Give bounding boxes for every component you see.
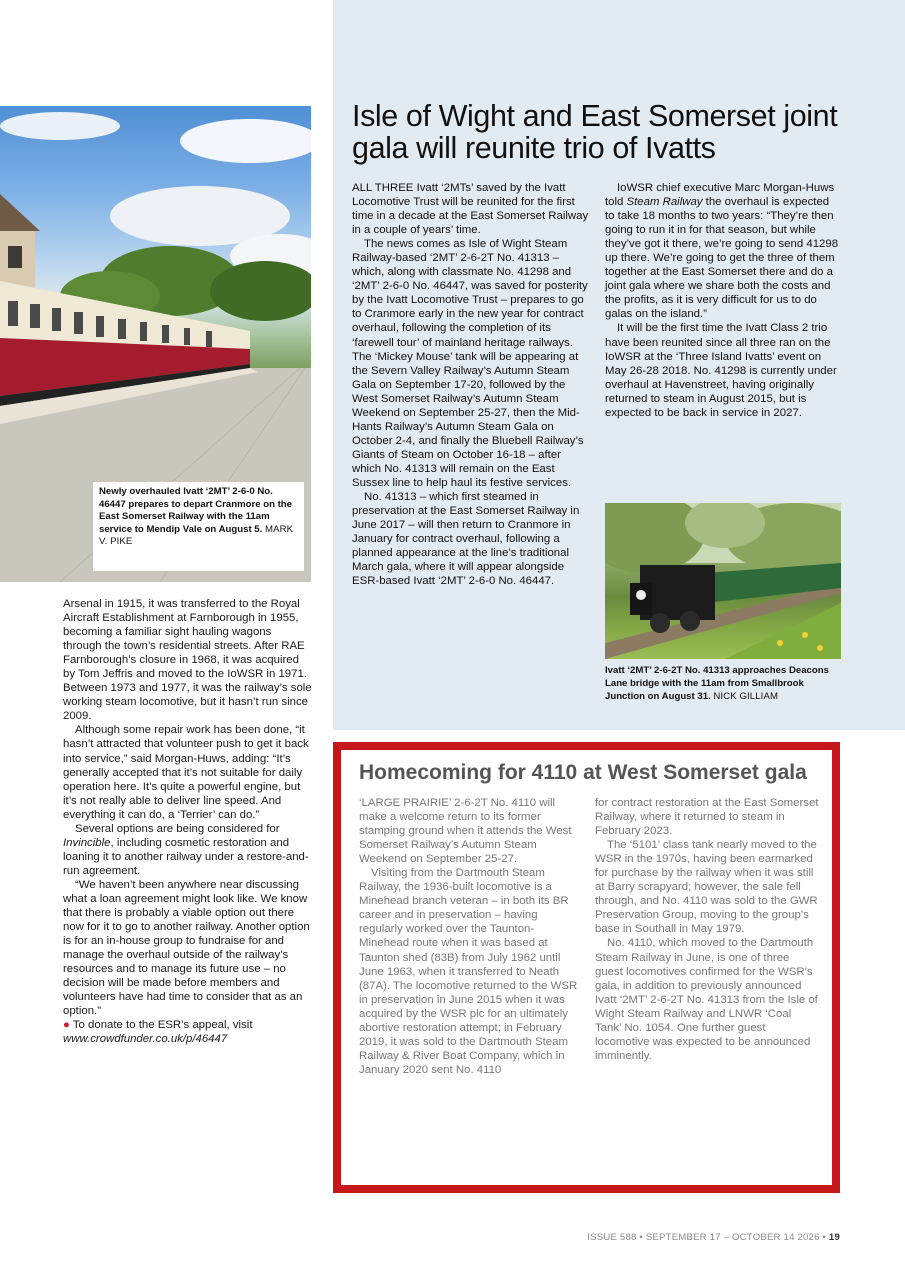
left-paragraph-3-end: , including cosmetic restoration and loaning it to another railway under a restore-and-run agreement. xyxy=(63,836,309,877)
box-col1-paragraph-1: ‘LARGE PRAIRIE’ 2-6-2T No. 4110 will make a welcome return to its former stamping ground when it attends the West Somerset Railway’s Autumn Steam Weekend on September 25-27. xyxy=(359,797,572,866)
box-story-column-2 xyxy=(595,796,819,1063)
left-paragraph-3 xyxy=(63,822,313,878)
main-headline: Isle of Wight and East Somerset joint gala will reunite trio of Ivatts xyxy=(352,99,838,165)
box-col2-paragraph-3: No. 4110, which moved to the Dartmouth Steam Railway in June, is one of three guest locomotives confirmed for the WSR’s gala, in addition to previously announced Ivatt ‘2MT’ 2-6-2T No. 41313 from the Isle of Wight Steam Railway and LNWR ‘Coal Tank’ No. 1054. One further guest locomotive was expected to be announced imminently. xyxy=(595,937,818,1062)
right-photo-caption: Ivatt ‘2MT’ 2-6-2T No. 41313 approaches Deacons Lane bridge with the 11am from Smallbrook Junction on August 31. NICK GILLIAM xyxy=(605,665,829,702)
photo-locomotive-illustration xyxy=(605,503,841,659)
bullet-dot-icon: ● xyxy=(63,1019,70,1032)
box-col2-paragraph-2: The ‘5101’ class tank nearly moved to the WSR in the 1970s, having been earmarked for purchase by the railway when it was still at Barry scrapyard; however, the sale fell through, and No. 4110 was sold to the GWR Preservation Group, moving to the group’s base in Southall in May 1979. xyxy=(595,839,818,936)
donate-line xyxy=(63,1018,313,1046)
main-col1-paragraph-3: No. 41313 – which first steamed in preservation at the East Somerset Railway in June 2017 – will then return to Cranmore in January for contract overhaul, following a planned appearance at the line’s traditional March gala, where it will appear alongside ESR-based Ivatt ‘2MT’ 2-6-0 No. 46447. xyxy=(352,491,580,588)
box-headline: Homecoming for 4110 at West Somerset gala xyxy=(359,761,807,784)
steam-railway-italic: Steam Railway xyxy=(626,196,703,209)
left-paragraph-1: Arsenal in 1915, it was transferred to the Royal Aircraft Establishment at Farnborough in 1955, becoming a familiar sight hauling wagons through the town’s residential streets. After RAE Farnborough’s closure in 1968, it was acquired by Tom Jeffris and moved to the IoWSR in 1971. Between 1973 and 1977, it was the railway’s sole working steam locomotive, but it hasn’t run since 2009. xyxy=(63,598,312,723)
main-col2-paragraph-2: It will be the first time the Ivatt Class 2 trio have been reunited since all three ran on the IoWSR at the ‘Three Island Ivatts’ event on May 26-28 2018. No. 41298 is currently under overhaul at Havenstreet, having originally returned to steam in August 2015, but is expected to be back in service in 2027. xyxy=(605,322,837,419)
left-paragraph-3-start: Several options are being considered for xyxy=(75,822,280,835)
box-col1-paragraph-2: Visiting from the Dartmouth Steam Railway, the 1936-built locomotive is a Minehead branch veteran – in both its BR career and in preservation – having regularly worked over the Taunton-Minehead route when it was based at Taunton shed (83B) from July 1962 until June 1963, when it transferred to Neath (87A). The locomotive returned to the WSR in preservation in June 2015 when it was acquired by the WSR plc for an ultimately abortive restoration attempt; in February 2019, it was sold to the Dartmouth Steam Railway & River Boat Company, which in January 2020 sent No. 4110 xyxy=(359,867,578,1076)
donate-url-link[interactable]: www.crowdfunder.co.uk/p/46447 xyxy=(63,1033,228,1046)
main-col2-paragraph-1 xyxy=(605,181,841,321)
issue-info: ISSUE 588 • SEPTEMBER 17 – OCTOBER 14 2026 • xyxy=(587,1232,827,1243)
main-col1-paragraph-1: ALL THREE Ivatt ‘2MTs’ saved by the Ivatt Locomotive Trust will be reunited for the first time in a decade at the East Somerset Railway in a couple of years’ time. xyxy=(352,182,589,237)
page-number: 19 xyxy=(828,1232,840,1243)
main-col2-p1-end: the overhaul is expected to take 18 months to two years: “They’re then going to run it in for that season, but while they’ve got it there, we’re going to send 41298 up there. We’re going to get the three of them together at the East Somerset there and do a joint gala where we share both the costs and the profits, as it is very difficult for us to do galas on the island.” xyxy=(605,196,839,321)
main-col1-paragraph-2: The news comes as Isle of Wight Steam Railway-based ‘2MT’ 2-6-2T No. 41313 – which, along with classmate No. 41298 and ‘2MT’ 2-6-0 No. 46447, was saved for posterity by the Ivatt Locomotive Trust – prepares to go to Cranmore early in the new year for contract overhaul, following the completion of its ‘farewell tour’ of mainland heritage railways. The ‘Mickey Mouse’ tank will be appearing at the Severn Valley Railway’s Autumn Steam Gala on September 17-20, followed by the West Somerset Railway’s Autumn Steam Weekend on September 25-27, then the Mid-Hants Railway’s Autumn Steam Gala on October 2-4, and finally the Bluebell Railway’s Giants of Steam on October 16-18 – after which No. 41313 will remain on the East Sussex line to help haul its festive services. xyxy=(352,238,588,489)
left-photo-caption-text: Newly overhauled Ivatt ‘2MT’ 2-6-0 No. 46447 prepares to depart Cranmore on the East Somerset Railway with the 11am service to Mendip Vale on August 5 xyxy=(99,486,293,535)
left-paragraph-4: “We haven’t been anywhere near discussing what a loan agreement might look like. We know that there is probably a viable option out there now for it to go to another railway. Another option is for an in-house group to fundraise for and manage the overhaul outside of the railway’s resources and to manage its future use – no decision will be made before members and volunteers have had time to consider that as an option.” xyxy=(63,878,310,1018)
page-footer xyxy=(540,1232,840,1243)
main-story-column-2 xyxy=(605,181,841,420)
left-photo-caption: Newly overhauled Ivatt ‘2MT’ 2-6-0 No. 46447 prepares to depart Cranmore on the East Somerset Railway with the 11am service to Mendip Vale on August 5. MARK V. PIKE xyxy=(93,482,304,571)
left-photo-credit: MARK V. PIKE xyxy=(99,523,294,548)
main-col2-p1-start: IoWSR chief executive Marc Morgan-Huws told xyxy=(605,182,835,209)
right-photo-caption-text: Ivatt ‘2MT’ 2-6-2T No. 41313 approaches Deacons Lane bridge with the 11am from Smallbrook Junction on August 31 xyxy=(605,665,829,702)
photo-41313-deacons-lane xyxy=(605,503,841,659)
right-photo-credit: NICK GILLIAM xyxy=(713,690,779,702)
main-story-column-1 xyxy=(352,181,589,588)
invincible-italic: Invincible xyxy=(63,836,111,849)
donate-text: To donate to the ESR’s appeal, visit xyxy=(72,1019,253,1032)
left-column-text xyxy=(63,597,313,1047)
left-paragraph-2: Although some repair work has been done, “it hasn’t attracted that volunteer push to get it back into service,” said Morgan-Huws, adding: “It’s generally accepted that it’s not suitable for daily operation here. It’s quite a powerful engine, but it’s not really able to deliver line speed. And everything it can do, a ‘Terrier’ can do.” xyxy=(63,724,309,821)
box-story-column-1 xyxy=(359,796,581,1077)
box-col2-paragraph-1: for contract restoration at the East Somerset Railway, where it returned to steam in February 2023. xyxy=(595,797,819,838)
